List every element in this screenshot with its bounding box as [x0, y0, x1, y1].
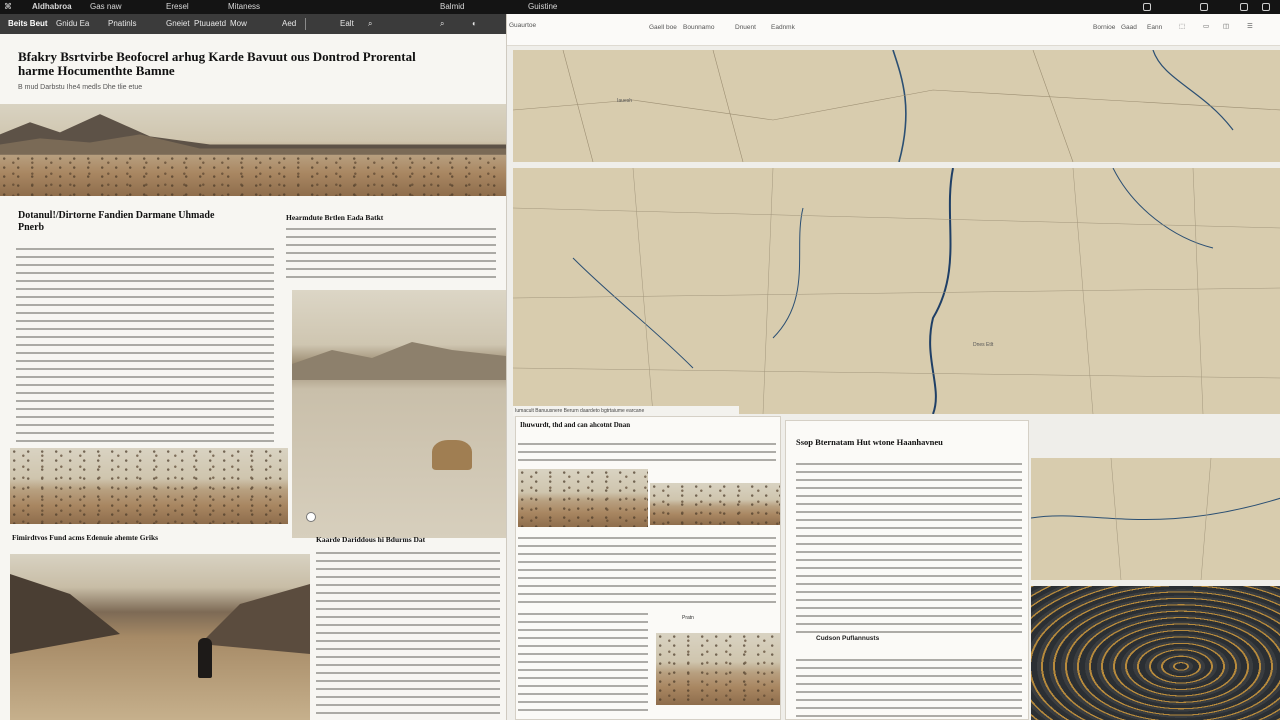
hiker-figure [198, 638, 212, 678]
desert-plain-image [10, 448, 288, 524]
hero-desert-image [0, 104, 506, 196]
main-map[interactable] [513, 168, 1280, 414]
river-network [1031, 458, 1280, 580]
menu-item[interactable]: Balmid [440, 2, 465, 11]
panel-desert-image [518, 469, 648, 527]
menu-item[interactable]: Gas naw [90, 2, 122, 11]
side-map[interactable] [1031, 458, 1280, 580]
bookmark-icon[interactable]: ◫ [1223, 23, 1230, 30]
map-pane-header [507, 14, 1280, 46]
search-icon[interactable]: ⌕ [368, 19, 373, 28]
tab-section[interactable]: Pnatinls [108, 19, 137, 28]
print-icon[interactable]: ▭ [1203, 23, 1210, 30]
tab-section[interactable]: Aed [282, 19, 297, 28]
breadcrumb[interactable]: Guaurtoe [509, 22, 537, 29]
article-byline: B mud Darbstu Ihe4 medls Dhe tlie etue [18, 84, 143, 91]
panel-body-text [518, 441, 776, 465]
tab-section[interactable]: Ptuuaetd [194, 19, 227, 28]
panel-desert-image [650, 483, 780, 525]
tab-section[interactable]: Mow [230, 19, 247, 28]
mountain-silhouette [0, 104, 506, 155]
animal-figure [432, 440, 472, 470]
top-map[interactable] [513, 50, 1280, 162]
section-title: Hearmdute Brtlen Eada Batkt [286, 213, 384, 222]
play-icon[interactable] [306, 512, 316, 522]
share-icon[interactable]: ⬚ [1179, 23, 1186, 30]
article-headline: Bfakry Bsrtvirbe Beofocrel arhug Karde Bavuut ous Dontrod Prorental harme Hocumenthte Bamne [18, 49, 416, 78]
desert-texture [656, 633, 780, 705]
header-link[interactable]: Bounnamo [683, 24, 715, 31]
map-caption: Iumacult Banuusnere Berurn daardeto bgtrtaiume earcane [513, 406, 739, 416]
header-action[interactable]: Eann [1147, 24, 1163, 31]
menu-icon[interactable]: ☰ [1247, 23, 1253, 30]
desert-texture [518, 469, 648, 527]
river-network [513, 50, 1280, 162]
apple-menu-icon[interactable]: ⌘ [4, 2, 12, 11]
map-label: Dnes Etlt [973, 342, 994, 348]
tab-divider [305, 18, 306, 30]
river-network [513, 168, 1280, 414]
clock-icon[interactable] [1262, 3, 1270, 11]
header-action[interactable]: Gaad [1121, 24, 1137, 31]
app-menu-name[interactable]: Aldhabroa [32, 2, 72, 11]
tab-home[interactable]: Beits Beut [8, 19, 48, 28]
panel-subheading: Cudson Puflannusts [816, 635, 880, 642]
desert-texture [0, 155, 506, 196]
tab-section[interactable]: Ealt [340, 19, 354, 28]
hiker-canyon-image [10, 554, 310, 720]
desert-texture [650, 483, 780, 525]
panel-title: Ihuwurdt, thd and can ahcotnt Dnan [520, 421, 631, 429]
section-body-text [16, 246, 274, 446]
panel-body-text [518, 611, 648, 711]
tab-section[interactable]: Gnidu Ea [56, 19, 90, 28]
wifi-icon[interactable] [1143, 3, 1151, 11]
mountain-silhouette [292, 320, 506, 380]
panel-body-text [796, 461, 1022, 633]
story-panel [515, 416, 781, 720]
section-body-text [286, 226, 496, 282]
panel-desert-image [656, 633, 780, 705]
panel-body-text [796, 657, 1022, 717]
desert-texture [10, 448, 288, 524]
header-link[interactable]: Gaell boe [649, 24, 677, 31]
settings-icon[interactable]: ◐ [472, 19, 477, 28]
battery-icon[interactable] [1200, 3, 1208, 11]
desert-valley-image [292, 290, 506, 538]
panel-body-text [518, 535, 776, 607]
menu-item[interactable]: Mitaness [228, 2, 261, 11]
header-link[interactable]: Eadnmk [771, 24, 795, 31]
story-panel [785, 420, 1029, 720]
menu-item[interactable]: Guistine [528, 2, 558, 11]
image-caption: Pratn [682, 615, 694, 621]
search-icon[interactable]: ⌕ [440, 19, 445, 28]
section-title: Dotanul!/Dirtorne Fandien Darmane Uhmade Pnerb [18, 210, 215, 233]
aerial-terrain-image [1031, 586, 1280, 720]
map-label: Iauesh [617, 98, 633, 104]
header-action[interactable]: Bornioe [1093, 24, 1116, 31]
control-center-icon[interactable] [1240, 3, 1248, 11]
section-title: Fimirdtvos Fund acms Edenuie ahemte Griks [12, 533, 159, 542]
section-body-text [316, 550, 500, 720]
system-top-bar [0, 0, 1280, 14]
tab-section[interactable]: Gneiet [166, 19, 190, 28]
header-link[interactable]: Dnuent [735, 24, 756, 31]
menu-item[interactable]: Eresel [166, 2, 189, 11]
panel-title: Ssop Bternatam Hut wtone Haanhavneu [796, 437, 943, 447]
canyon-walls [10, 574, 310, 654]
section-title: Kaarde Dariddous hi Bdurms Dat [316, 535, 426, 544]
map-pane [506, 14, 1280, 720]
article-tab-bar [0, 14, 506, 34]
article-pane [0, 14, 506, 720]
